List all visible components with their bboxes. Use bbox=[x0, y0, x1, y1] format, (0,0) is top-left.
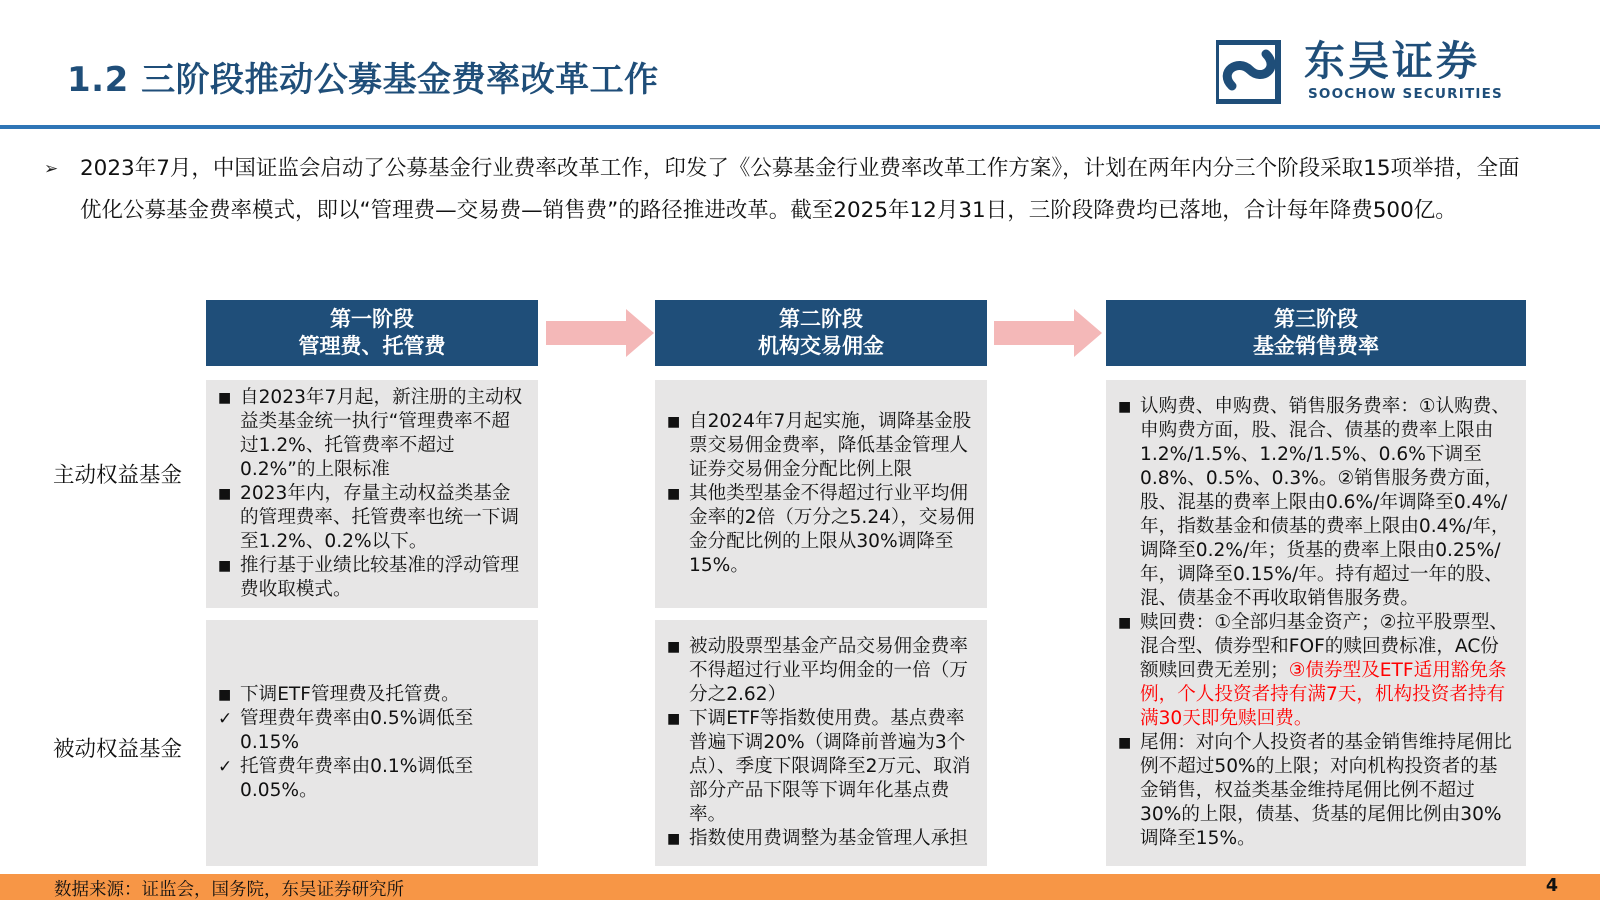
stage-2-header bbox=[655, 300, 987, 366]
stage-1-title: 第一阶段 bbox=[330, 307, 414, 331]
square-bullet-icon: ■ bbox=[667, 639, 681, 655]
list-item: ■ 自2023年7月起，新注册的主动权益类基金统一执行“管理费率不超过1.2%、托管费率不超过0.2%”的上限标准 bbox=[218, 387, 523, 480]
intro-text: 2023年7月，中国证监会启动了公募基金行业费率改革工作，印发了《公募基金行业费率改革工作方案》，计划在两年内分三个阶段采取15项举措，全面优化公募基金费率模式，即以“管理费—交易费—销售费”的路径推进改革。截至2025年12月31日，三阶段降费均已落地，合计每年降费500亿。 bbox=[80, 156, 1520, 223]
square-bullet-icon: ■ bbox=[218, 687, 232, 703]
stage-arrow-1-icon bbox=[546, 309, 654, 357]
square-bullet-icon: ■ bbox=[667, 831, 681, 847]
logo-chinese-name: 东吴证券 bbox=[1304, 37, 1480, 85]
list-item: ■ 2023年内，存量主动权益类基金的管理费率、托管费率也统一下调至1.2%、0.2%以下。 bbox=[218, 483, 519, 552]
page-title: 1.2 三阶段推动公募基金费率改革工作 bbox=[67, 60, 659, 100]
square-bullet-icon: ■ bbox=[1118, 615, 1132, 631]
row-label-active: 主动权益基金 bbox=[52, 463, 182, 488]
soochow-logo-icon bbox=[1216, 40, 1296, 104]
square-bullet-icon: ■ bbox=[218, 390, 232, 406]
redemption-fee-highlight: ③债券型及ETF适用豁免条例，个人投资者持有满7天，机构投资者持有满30天即免赎回费。 bbox=[1140, 660, 1507, 729]
footer-bar bbox=[0, 874, 1600, 900]
list-item: ■ 认购费、申购费、销售服务费率：①认购费、申购费方面，股、混合、债基的费率上限由1.2%/1.5%、1.2%/1.5%、0.6%下调至0.8%、0.5%、0.3%。②销售服务费方面，股、混基的费率上限由0.6%/年调降至0.4%/年，指数基金和债基的费率上限由0.4%/年，调降至0.2%/年；货基的费率上限由0.25%/年，调降至0.15%/年。持有超过一年的股、混、债基金不再收取销售服务费。 bbox=[1118, 396, 1510, 609]
square-bullet-icon: ■ bbox=[218, 486, 232, 502]
intro-paragraph bbox=[44, 148, 1540, 232]
check-icon: ✓ bbox=[218, 757, 233, 777]
arrow-bullet-icon: ➢ bbox=[44, 159, 59, 179]
row-label-passive: 被动权益基金 bbox=[52, 737, 182, 762]
check-icon: ✓ bbox=[218, 709, 233, 729]
stage-3-title: 第三阶段 bbox=[1274, 307, 1358, 331]
stage-2-subtitle: 机构交易佣金 bbox=[758, 334, 884, 358]
logo-english-name: SOOCHOW SECURITIES bbox=[1308, 86, 1503, 102]
square-bullet-icon: ■ bbox=[667, 414, 681, 430]
stage-3-box bbox=[1106, 380, 1526, 866]
list-item: ■ 下调ETF管理费及托管费。 bbox=[218, 684, 460, 705]
square-bullet-icon: ■ bbox=[667, 711, 681, 727]
stage-arrow-2-icon bbox=[994, 309, 1102, 357]
list-item: ■ 指数使用费调整为基金管理人承担 bbox=[667, 828, 968, 849]
company-logo bbox=[1216, 37, 1506, 104]
list-item: ■ 被动股票型基金产品交易佣金费率不得超过行业平均佣金的一倍（万分之2.62） bbox=[667, 636, 968, 705]
stage-2-passive-box bbox=[655, 620, 987, 866]
square-bullet-icon: ■ bbox=[1118, 399, 1132, 415]
redemption-fee-text: 赎回费：①全部归基金资产；②拉平股票型、混合型、债券型和FOF的赎回费标准，AC份额赎回费无差别； bbox=[1140, 612, 1509, 681]
stage-2-title: 第二阶段 bbox=[779, 307, 863, 331]
list-item: ■ 下调ETF等指数使用费。基点费率普遍下调20%（调降前普遍为3个点）、季度下限调降至2万元、取消部分产品下限等下调年化基点费率。 bbox=[667, 708, 971, 825]
list-item: ■ 推行基于业绩比较基准的浮动管理费收取模式。 bbox=[218, 555, 519, 600]
list-item bbox=[1118, 611, 1516, 731]
stage-1-passive-box bbox=[206, 620, 538, 866]
list-item: ■ 自2024年7月起实施，调降基金股票交易佣金费率，降低基金管理人证券交易佣金分配比例上限 bbox=[667, 411, 972, 480]
data-source: 数据来源：证监会，国务院，东吴证券研究所 bbox=[54, 880, 404, 900]
list-item: ■ 其他类型基金不得超过行业平均佣金率的2倍（万分之5.24），交易佣金分配比例的上限从30%调降至15%。 bbox=[667, 483, 975, 576]
stage-1-subtitle: 管理费、托管费 bbox=[298, 334, 446, 358]
stage-3-subtitle: 基金销售费率 bbox=[1253, 334, 1379, 358]
list-item: ✓ 托管费年费率由0.1%调低至0.05%。 bbox=[218, 756, 474, 801]
square-bullet-icon: ■ bbox=[667, 486, 681, 502]
stage-3-header bbox=[1106, 300, 1526, 366]
list-item: ✓ 管理费年费率由0.5%调低至0.15% bbox=[218, 708, 474, 753]
square-bullet-icon: ■ bbox=[218, 558, 232, 574]
stage-1-header bbox=[206, 300, 538, 366]
header-divider bbox=[0, 125, 1600, 129]
page-number: 4 bbox=[1545, 876, 1558, 896]
stage-1-active-box bbox=[206, 380, 538, 608]
square-bullet-icon: ■ bbox=[1118, 735, 1132, 751]
stage-2-active-box bbox=[655, 380, 987, 608]
list-item: ■ 尾佣：对向个人投资者的基金销售维持尾佣比例不超过50%的上限；对向机构投资者的基金销售，权益类基金维持尾佣比例不超过30%的上限，债基、货基的尾佣比例由30%调降至15%。 bbox=[1118, 732, 1512, 849]
